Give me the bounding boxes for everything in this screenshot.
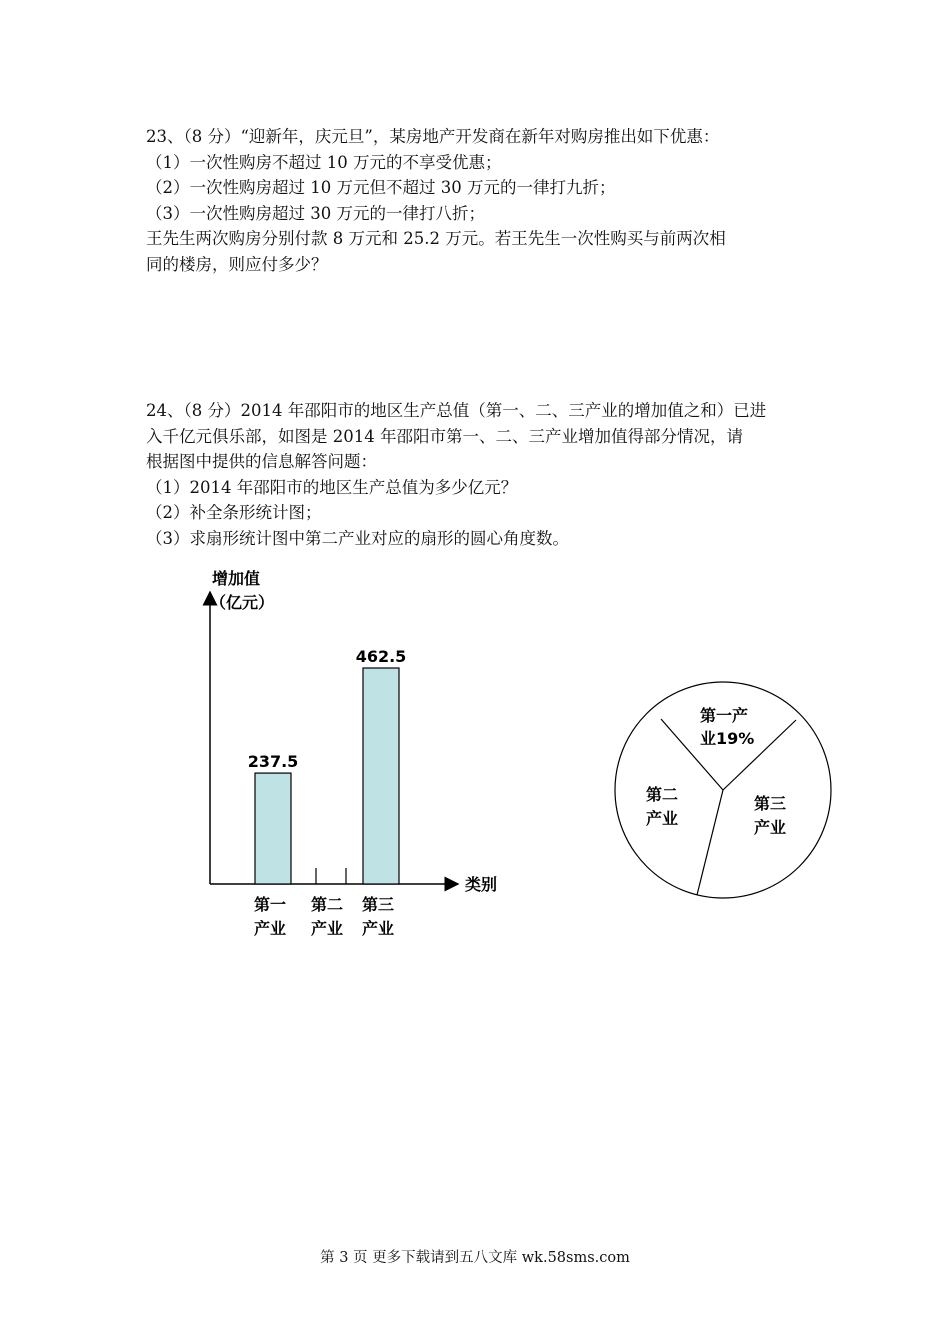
q24-line: （3）求扇形统计图中第二产业对应的扇形的圆心角度数。 — [146, 528, 569, 548]
pie-label-third: 第三 — [754, 794, 787, 813]
x-axis-label: 类别 — [465, 875, 498, 894]
pie-label-second: 产业 — [646, 809, 679, 828]
q24-line: 24、（8 分）2014 年邵阳市的地区生产总值（第一、二、三产业的增加值之和）已进 — [146, 401, 767, 420]
category-label: 第一 — [253, 895, 287, 914]
q23-line: （1）一次性购房不超过 10 万元的不享受优惠； — [146, 152, 502, 172]
pie-label-second: 第二 — [646, 785, 679, 804]
bar — [255, 773, 291, 884]
q24-line: 根据图中提供的信息解答问题： — [146, 452, 377, 471]
bar — [363, 668, 399, 884]
category-label: 产业 — [253, 919, 287, 938]
y-axis-label: 增加值 — [212, 569, 261, 588]
q24-line: （2）补全条形统计图； — [146, 503, 322, 522]
bar-value-label: 462.5 — [355, 647, 407, 666]
q24-line: （1）2014 年邵阳市的地区生产总值为多少亿元？ — [146, 477, 518, 497]
pie-chart — [615, 682, 831, 898]
q23-line: 同的楼房，则应付多少？ — [146, 254, 328, 274]
q23-line: 23、（8 分）“迎新年，庆元旦”，某房地产开发商在新年对购房推出如下优惠： — [146, 127, 720, 146]
category-label: 第三 — [361, 895, 395, 914]
y-axis-label-unit: （亿元） — [210, 593, 275, 612]
category-label: 产业 — [310, 919, 344, 938]
pie-divider — [697, 790, 723, 895]
category-label: 产业 — [361, 919, 395, 938]
q23-line: 王先生两次购房分别付款 8 万元和 25.2 万元。若王先生一次性购买与前两次相 — [146, 229, 726, 248]
pie-label-third: 产业 — [754, 818, 787, 837]
pie-label-first: 业19% — [700, 729, 755, 748]
q23-line: （3）一次性购房超过 30 万元的一律打八折； — [146, 203, 485, 223]
q24-line: 入千亿元俱乐部，如图是 2014 年邵阳市第一、二、三产业增加值得部分情况，请 — [146, 426, 743, 446]
page-footer: 第 3 页 更多下载请到五八文库 wk.58sms.com — [320, 1250, 630, 1266]
category-label: 第二 — [310, 895, 344, 914]
pie-label-first: 第一产 — [700, 706, 749, 725]
bar-value-label: 237.5 — [247, 752, 299, 772]
q23-line: （2）一次性购房超过 10 万元但不超过 30 万元的一律打九折； — [146, 178, 616, 197]
